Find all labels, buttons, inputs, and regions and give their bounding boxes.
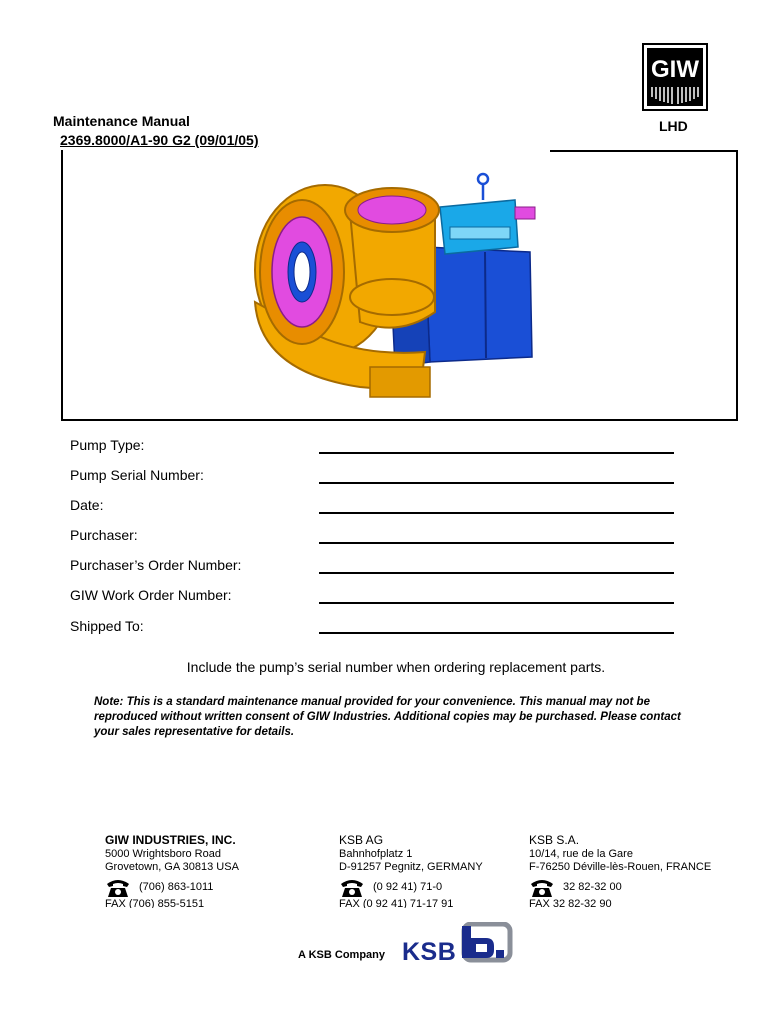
phone-number: (706) 863-1011 <box>139 880 214 893</box>
phone-number: 32 82-32 00 <box>563 880 622 893</box>
address-ksb-sa <box>529 834 754 908</box>
fax-number: FAX 32 82-32 90 <box>529 897 612 908</box>
field-line-order-number[interactable] <box>319 572 674 574</box>
telephone-icon <box>529 878 555 898</box>
giw-logo <box>642 43 708 111</box>
ksb-company-footer <box>298 930 518 970</box>
instruction-text: Include the pump’s serial number when ordering replacement parts. <box>186 659 606 675</box>
document-id: 2369.8000/A1-90 G2 (09/01/05) <box>60 132 259 148</box>
address-line: Grovetown, GA 30813 USA <box>105 861 239 873</box>
pump-illustration <box>240 152 540 412</box>
fax-number: FAX (0 92 41) 71-17 91 <box>339 897 454 908</box>
field-label-date: Date: <box>70 497 104 513</box>
telephone-icon <box>339 878 365 898</box>
field-label-pump-type: Pump Type: <box>70 437 145 453</box>
field-line-purchaser[interactable] <box>319 542 674 544</box>
field-label-order-number: Purchaser’s Order Number: <box>70 557 242 573</box>
fax-number: FAX (706) 855-5151 <box>105 897 205 908</box>
address-name: KSB AG <box>339 834 384 847</box>
address-line: F-76250 Déville-lès-Rouen, FRANCE <box>529 861 712 873</box>
pump-designation: LHD <box>659 118 688 134</box>
address-line: 10/14, rue de la Gare <box>529 847 633 860</box>
frame-top-rule <box>550 150 738 152</box>
telephone-icon <box>105 878 131 898</box>
field-label-work-order: GIW Work Order Number: <box>70 587 232 603</box>
disclaimer-note: Note: This is a standard maintenance manual provided for your convenience. This manual may not be reproduced without written consent of GIW Industries. Additional copies may be purchased. Please contact your sales representative for details. <box>94 696 681 738</box>
address-line: Bahnhofplatz 1 <box>339 847 413 860</box>
address-line: 5000 Wrightsboro Road <box>105 847 221 860</box>
field-label-serial-number: Pump Serial Number: <box>70 467 204 483</box>
ksb-wordmark: KSB <box>402 938 457 966</box>
field-line-serial-number[interactable] <box>319 482 674 484</box>
logo-text: GIW <box>651 56 699 83</box>
field-line-pump-type[interactable] <box>319 452 674 454</box>
field-label-purchaser: Purchaser: <box>70 527 138 543</box>
ksb-logo-icon <box>458 922 513 964</box>
address-ksb-ag <box>339 834 519 908</box>
address-line: D-91257 Pegnitz, GERMANY <box>339 861 483 873</box>
manual-title: Maintenance Manual <box>53 113 190 129</box>
field-line-shipped-to[interactable] <box>319 632 674 634</box>
address-name: KSB S.A. <box>529 834 580 847</box>
field-line-work-order[interactable] <box>319 602 674 604</box>
address-giw <box>105 834 305 908</box>
field-line-date[interactable] <box>319 512 674 514</box>
address-name: GIW INDUSTRIES, INC. <box>105 834 236 847</box>
company-tagline: A KSB Company <box>298 949 385 961</box>
phone-number: (0 92 41) 71-0 <box>373 880 443 893</box>
field-label-shipped-to: Shipped To: <box>70 618 144 634</box>
